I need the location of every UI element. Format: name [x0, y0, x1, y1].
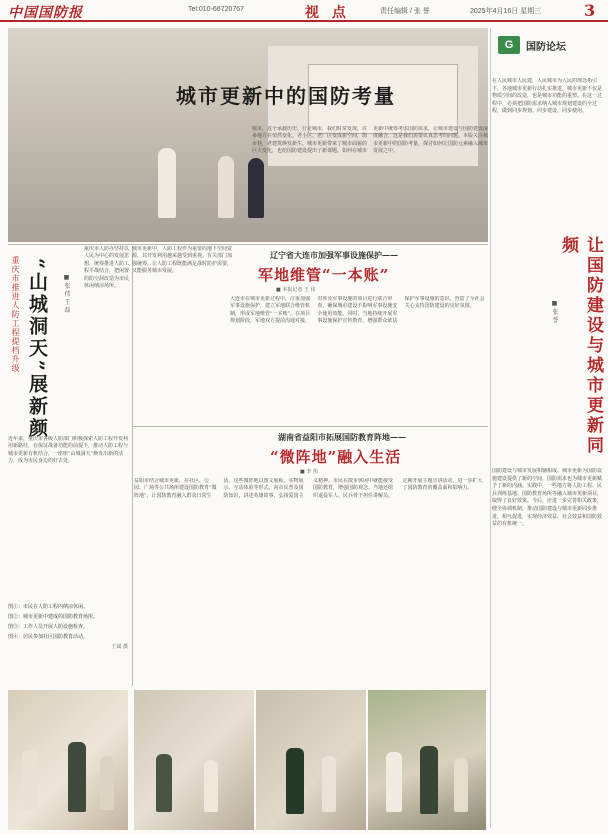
- person-figure: [322, 756, 336, 812]
- column-label: 国防论坛: [526, 42, 566, 53]
- person-figure: [420, 746, 438, 814]
- editor-text: 责任编辑 / 张 誉: [380, 8, 430, 15]
- middle-column-text: 城市更新中，人防工程作为重要的地下空间资源，其开发利用越来越受到重视。有关部门加强统筹，让人防工程既能满足战时防护需要，又能服务城市发展。: [132, 246, 232, 275]
- photo-education-site: [134, 690, 254, 830]
- caption-1: 图①：市民在人防工程内纳凉休闲。: [8, 604, 89, 610]
- low-story-byline: ■ 李 伟: [300, 469, 318, 475]
- photo-captions: [8, 604, 128, 654]
- masthead: [0, 0, 608, 22]
- commentary-author: ■ 张 誉: [551, 300, 558, 323]
- mid-story-title: 军地维管“一本账”: [258, 266, 390, 284]
- caption-3: 图③：工作人员开展人防设施检查。: [8, 624, 89, 630]
- person-figure: [156, 754, 172, 812]
- mid-story-byline: ■ 本报记者 王 伟: [276, 287, 316, 293]
- person-figure: [386, 752, 402, 812]
- left-story-title: “山城洞天”展新颜: [26, 258, 48, 440]
- person-figure: [454, 758, 468, 812]
- person-figure: [100, 756, 114, 810]
- column-badge-icon: G: [498, 36, 520, 54]
- commentary-text-bottom: 国防建设与城市发展相辅相成。城市更新为国防设施建设提供了新的空间，国防需求也为城市更新赋予了新的内涵。实践中，一些地方将人防工程、民兵训练基地、国防教育场所等融入城市更新项目，取得了良好效果。今后，应进一步完善相关政策，健全协调机制，推动国防建设与城市更新同步推进、相互促进，实现经济效益、社会效益和国防效益的有机统一。: [492, 468, 603, 528]
- mid-story-body: 大连市在城市更新过程中，注重加强军事设施保护，建立军地联合维管机制，形成军地维管“一本账”。在项目规划阶段，军地双方提前沟通对接，对涉及军事设施的项目进行联合审查，确保城市建设不影响军事设施安全使用效能。同时，当地持续开展军事设施保护宣传教育，增强群众依法保护军事设施的意识，营造了全社会关心支持国防建设的良好氛围。: [230, 296, 485, 325]
- newspaper-logo: 中国国防报: [8, 5, 83, 21]
- person-figure: [22, 750, 38, 810]
- section-rule: [132, 426, 488, 427]
- low-story-kicker: 湖南省益阳市拓展国防教育阵地——: [278, 432, 406, 442]
- column-header: [498, 36, 602, 54]
- issue-date: 2025年4月16日 星期三: [470, 8, 542, 15]
- telephone-text: Tel:010-66720767: [188, 6, 245, 13]
- left-story-column-text: 重庆市人防办坚持以人民为中心的发展思想，统筹推进人防工程平战结合，把闲置的防空洞改造为市民休闲纳凉场所。: [84, 246, 130, 290]
- photo-residents-activity: [368, 690, 486, 830]
- left-story-byline: ■ 张 伟 王 磊: [63, 274, 70, 313]
- person-figure: [286, 748, 304, 814]
- low-story-title: “微阵地”融入生活: [270, 448, 402, 466]
- left-story-subtitle: 重庆市推进人防工程提档升级: [11, 256, 20, 373]
- person-figure: [204, 760, 218, 812]
- lead-article-text: 城市，这个承载历史、行走城市，我们时常发现，许多地方在悄然变化。老小区、老厂区变成新空间，街市巷，老建筑焕发新生。城市更新带来了城市面貌的巨大变化，也给国防建设提出了新课题。如何在城市更新中统筹考虑国防需求，让城市建设与国防建设深度融合，这是我们需要认真思考的问题。本版关注城市更新中的国防考量，探讨如何让国防元素融入城市发展之中。: [252, 126, 488, 155]
- photo-credit: 王斌 摄: [111, 644, 128, 650]
- section-title: 视 点: [305, 5, 350, 21]
- caption-2: 图②：城市更新中建成的国防教育场所。: [8, 614, 99, 620]
- visitor-figure: [158, 148, 176, 218]
- photo-inspection: [256, 690, 366, 830]
- left-story-body: 近年来，重庆市各级人防部门积极探索人防工程开发利用新路径，在保证战备功能的前提下，推动人防工程与城市更新有机结合，一座座“山城洞天”焕发出新的活力，成为市民身边的好去处。: [8, 436, 128, 465]
- mid-story-kicker: 辽宁省大连市加强军事设施保护——: [270, 250, 398, 260]
- visitor-figure: [218, 156, 234, 218]
- section-rule: [8, 244, 488, 245]
- column-divider: [490, 28, 491, 828]
- lead-headline: 城市更新中的国防考量: [176, 84, 396, 108]
- caption-4: 图④：居民参加社区国防教育活动。: [8, 634, 89, 640]
- commentary-title: 让国防建设与城市更新同频: [558, 236, 603, 456]
- person-figure: [68, 742, 86, 812]
- low-story-body: 益阳市结合城市更新，在社区、公园、广场等公共场所建设国防教育“微阵地”，让国防教育融入群众日常生活。这些微阵地以图文展板、实物展示、互动体验等形式，向市民普及国防知识，讲述英雄故事，弘扬爱国主义精神。市民在散步休闲中就能接受国防教育，增强国防观念。当地还组织退役军人、民兵骨干担任讲解员，定期开展主题宣讲活动，进一步扩大了国防教育的覆盖面和影响力。: [134, 478, 483, 499]
- page-number: 3: [584, 1, 596, 20]
- photo-community-event: [8, 690, 128, 830]
- commentary-text-top: 在人民城市人民建，人民城市为人民的理念指引下，各地城市更新行动扎实推进。城市更新不仅是物质空间的改造，也是城市功能的重塑。在这一过程中，必须把国防需求纳入城市规划建设的全过程，做到同步规划、同步建设、同步使用。: [492, 78, 603, 115]
